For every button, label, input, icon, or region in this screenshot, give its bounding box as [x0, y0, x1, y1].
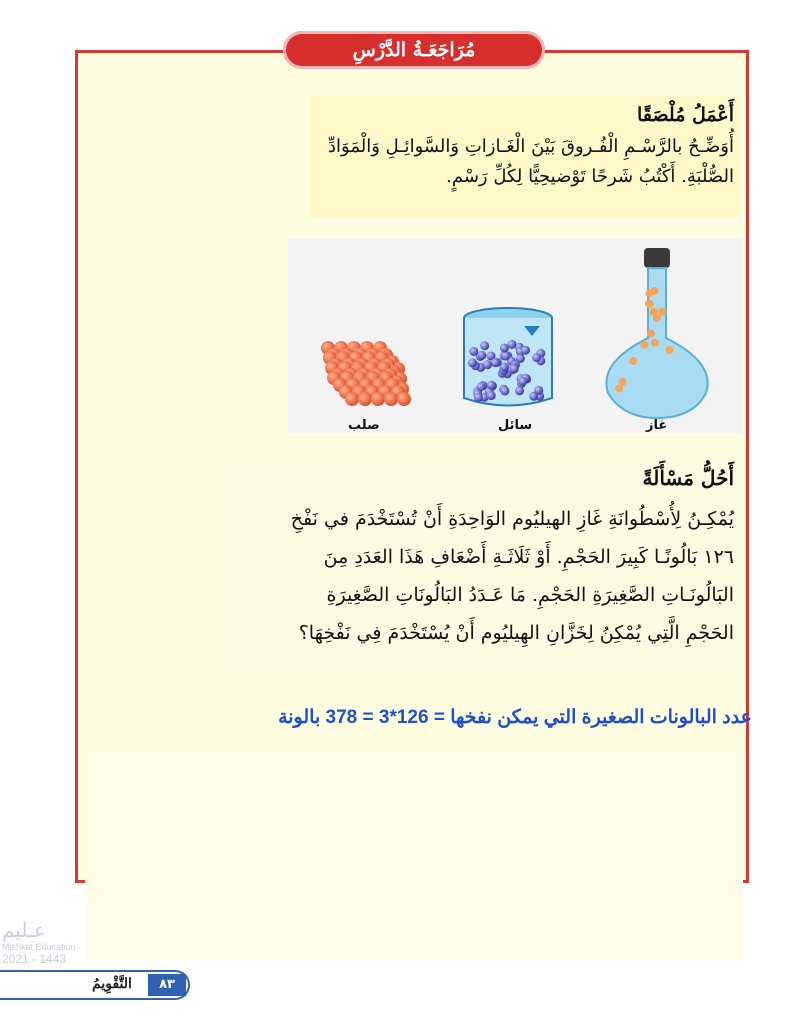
- caption-liquid: سائل: [498, 418, 533, 433]
- problem-line-2: ١٢٦ بَالُونًـا كَبِيرَ الحَجْمِ. أَوْ ثَلَاثَـةِ أَضْعَافِ هَذَا العَدَدِ مِنَ: [323, 546, 734, 568]
- answer-text: عدد البالونات الصغيرة التي يمكن نفخها = 126*3 = 378 بالونة: [278, 707, 752, 728]
- solid-cube: [321, 341, 411, 406]
- lesson-review-tab: [283, 31, 545, 69]
- liquid-beaker: [464, 308, 552, 406]
- page-footer: [0, 970, 208, 1000]
- poster-line-2: الصُّلْبَةِ. أَكْتُبُ شَرحًا تَوْضيحِيًّا لِكُلِّ رَسْمٍ.: [446, 166, 734, 187]
- gas-flask: [606, 248, 707, 418]
- tab-label: مُرَاجَعَـةُ الدَّرْسِ: [352, 39, 476, 61]
- problem-line-4: الحَجْمِ الَّتِي يُمْكِنُ لِخَزَّانِ الهِيليُوم أَنْ يُسْتَخْدَمَ فِي نَفْخِهَا؟: [298, 622, 734, 644]
- caption-gas: غاز: [646, 418, 668, 433]
- states-of-matter-figure: [288, 238, 742, 433]
- problem-line-3: البَالُونَـاتِ الصَّغِيرَةِ الحَجْمِ. مَا عَـدَدُ البَالُونَاتِ الصَّغِيرَةِ: [326, 584, 734, 606]
- caption-solid: صلب: [348, 418, 380, 433]
- watermark-brand: عـليم: [2, 920, 46, 942]
- watermark-line-2: Mishkat Education: [2, 942, 76, 952]
- problem-box: [232, 460, 742, 678]
- poster-activity-box: [310, 96, 740, 218]
- poster-line-1: أُوَضِّـحُ بالرَّسْـمِ الْفُـروقَ بَيْنَ الْغَـازاتِ وَالسَّوائِـلِ وَالْمَوَادِّ: [328, 136, 734, 157]
- footer-label: التَّقْوِيمُ: [92, 976, 132, 992]
- publisher-watermark: [2, 920, 152, 966]
- answer-area: [85, 750, 743, 960]
- problem-heading: أَحُلُّ مَسْأَلَةً: [642, 466, 734, 490]
- problem-line-1: يُمْكِـنُ لِأُسْطُوانَةِ غَازِ الهيليُوم الوَاحِدَةِ أَنْ تُسْتَخْدَمَ في نَفْخِ: [290, 508, 734, 530]
- watermark-year: 2021 - 1443: [2, 952, 67, 966]
- page-number: ٨٣: [148, 974, 186, 996]
- poster-heading: أَعْمَلُ مُلْصَقًا: [637, 104, 734, 126]
- states-of-matter-illustration: [288, 238, 742, 433]
